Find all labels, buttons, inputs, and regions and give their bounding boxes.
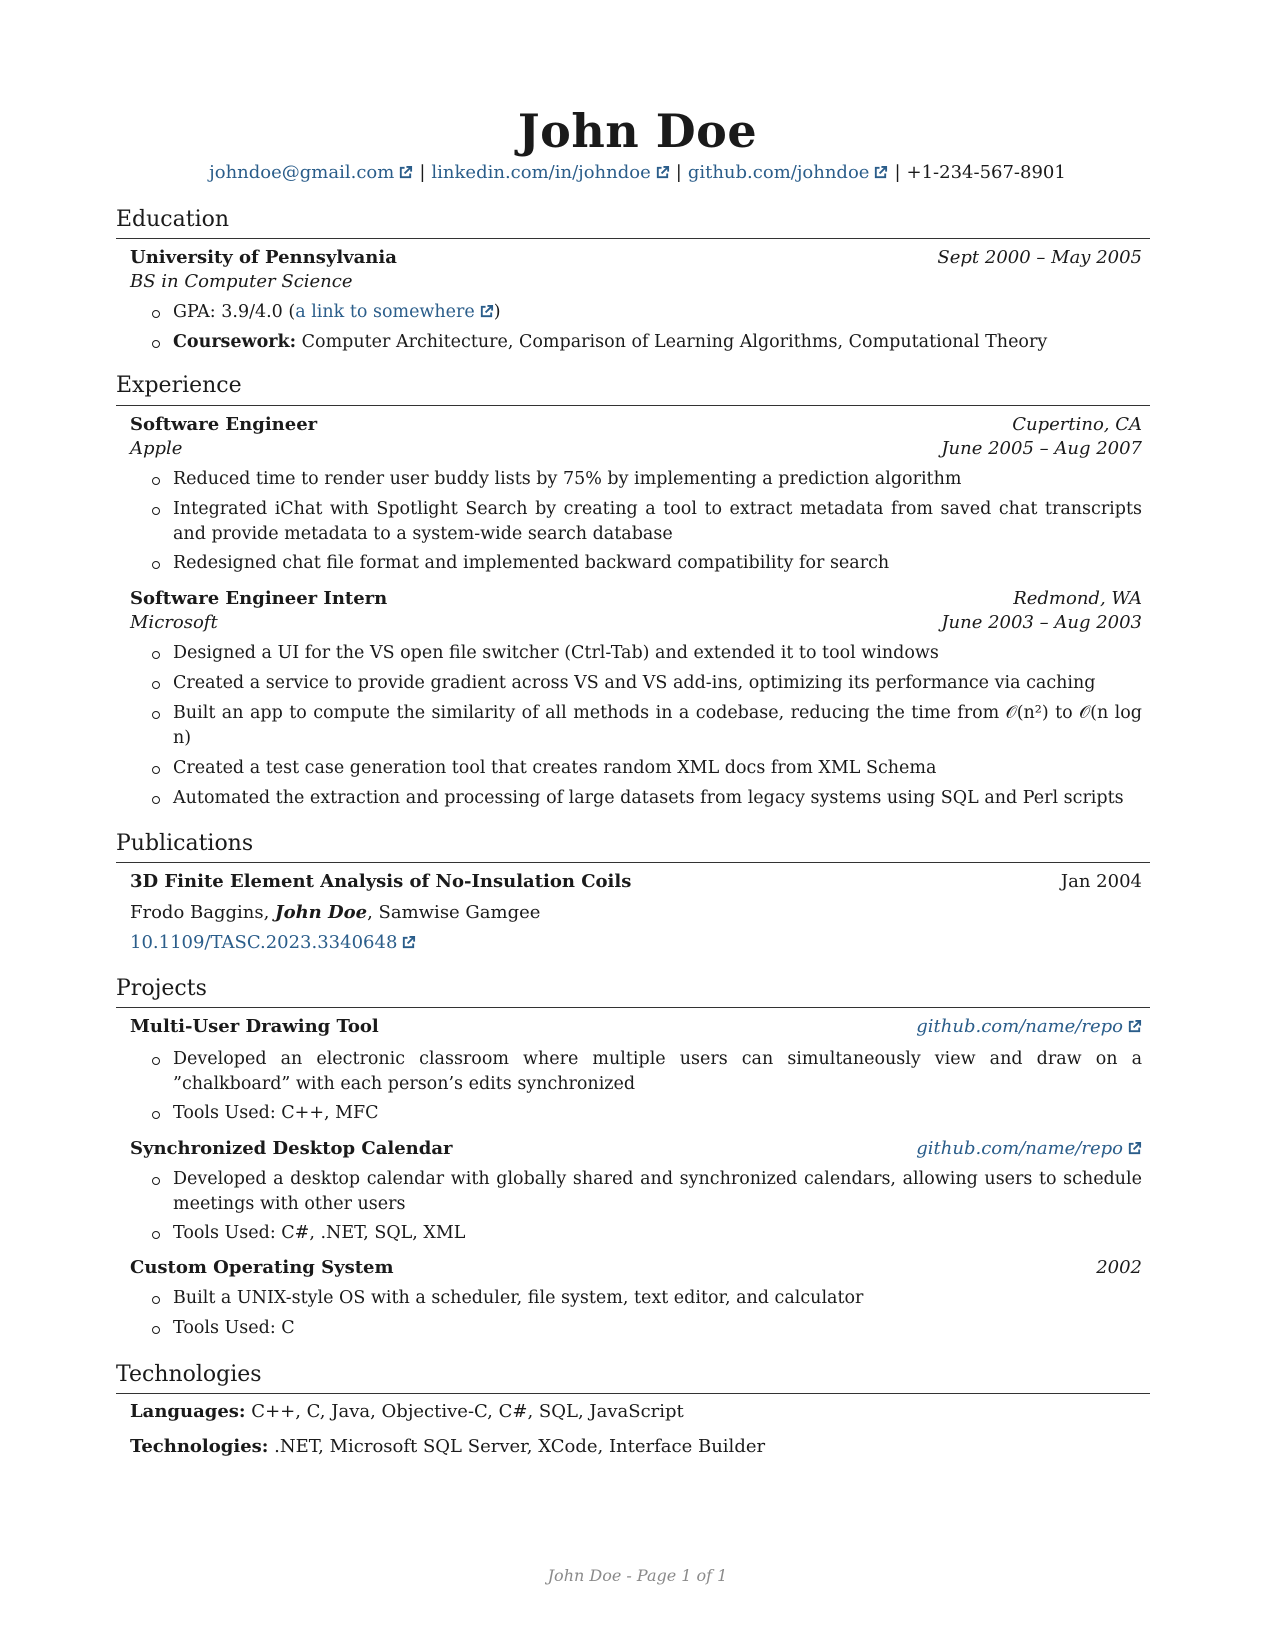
resume-name: John Doe — [517, 104, 758, 158]
job-dates: June 2003 – Aug 2003 — [941, 612, 1142, 633]
list-item-text: Created a service to provide gradient across VS and VS add-ins, optimizing its performance via caching — [173, 673, 1096, 693]
job-location: Cupertino, CA — [1012, 414, 1142, 435]
list-item-text: Automated the extraction and processing of large datasets from legacy systems using SQL and Perl scripts — [173, 788, 1124, 808]
list-item — [152, 756, 1142, 781]
section-title-publications: Publications — [116, 831, 254, 856]
linkedin-text: linkedin.com/in/johndoe — [431, 162, 651, 183]
separator: | — [675, 162, 682, 183]
contact-line — [0, 161, 1275, 185]
email-link[interactable] — [209, 162, 413, 183]
list-item — [152, 1167, 1142, 1217]
gpa-text: GPA: 3.9/4.0 ( — [173, 302, 296, 322]
section-title-projects: Projects — [116, 976, 207, 1001]
list-item — [152, 467, 1142, 492]
job-company: Microsoft — [130, 612, 218, 633]
project-link-text: github.com/name/repo — [916, 1016, 1123, 1037]
gpa-suffix: ) — [493, 302, 501, 322]
author-text: , Samwise Gamgee — [367, 902, 541, 923]
degree: BS in Computer Science — [130, 271, 353, 292]
list-item — [152, 497, 1142, 547]
gpa-link-text: a link to somewhere — [295, 302, 475, 322]
list-item-text: Integrated iChat with Spotlight Search by creating a tool to extract metadata from saved chat transcripts and provide metadata to a system-wide search database — [173, 499, 1142, 544]
list-item — [152, 551, 1142, 576]
project-name: Multi-User Drawing Tool — [130, 1016, 379, 1037]
project-header — [130, 1137, 1142, 1161]
section-title-experience: Experience — [116, 373, 242, 398]
job-header — [130, 413, 1142, 437]
list-item-text: Developed a desktop calendar with globally shared and synchronized calendars, allowing users to schedule meetings with other users — [173, 1169, 1142, 1214]
job-role: Software Engineer — [130, 414, 318, 435]
list-item-text: Built an app to compute the similarity of all methods in a codebase, reducing the time from 𝒪(n²) to 𝒪(n log n) — [173, 703, 1142, 748]
education-dates: Sept 2000 – May 2005 — [937, 247, 1142, 268]
external-link-icon — [479, 304, 494, 319]
external-link-icon — [398, 165, 413, 180]
list-item-text: Tools Used: C++, MFC — [173, 1103, 379, 1123]
doi-link[interactable] — [130, 932, 416, 953]
list-item-text: Tools Used: C — [173, 1318, 295, 1338]
publication-header — [130, 870, 1142, 894]
publication-authors — [130, 901, 1142, 925]
list-item — [152, 1221, 1142, 1246]
list-item-text: Reduced time to render user buddy lists by 75% by implementing a prediction algorithm — [173, 469, 962, 489]
publication-date: Jan 2004 — [1060, 871, 1142, 892]
email-text: johndoe@gmail.com — [209, 162, 395, 183]
project-date: 2002 — [1096, 1257, 1142, 1278]
section-title-education: Education — [116, 207, 230, 232]
list-item — [152, 300, 1142, 325]
list-item — [152, 1316, 1142, 1341]
section-divider — [116, 405, 1150, 406]
list-item-text: Created a test case generation tool that creates random XML docs from XML Schema — [173, 758, 937, 778]
coursework-label: Coursework: — [173, 332, 297, 352]
list-item-text: Developed an electronic classroom where multiple users can simultaneously view and draw on a ”chalkboard” with each person’s edits synchronized — [173, 1049, 1142, 1094]
list-item — [152, 641, 1142, 666]
list-item-text: Tools Used: C#, .NET, SQL, XML — [173, 1223, 466, 1243]
section-divider — [116, 1007, 1150, 1008]
external-link-icon — [1127, 1019, 1142, 1034]
separator: | — [894, 162, 901, 183]
doi-text: 10.1109/TASC.2023.3340648 — [130, 932, 398, 953]
job-role: Software Engineer Intern — [130, 588, 388, 609]
project-name: Synchronized Desktop Calendar — [130, 1138, 453, 1159]
list-item — [152, 1047, 1142, 1097]
project-link-text: github.com/name/repo — [916, 1138, 1123, 1159]
list-item-text: Redesigned chat file format and implemented backward compatibility for search — [173, 553, 890, 573]
list-item — [152, 671, 1142, 696]
job-subheader — [130, 437, 1142, 461]
phone-number: +1-234-567-8901 — [906, 162, 1066, 183]
list-item — [152, 786, 1142, 811]
external-link-icon — [655, 165, 670, 180]
project-header — [130, 1256, 1142, 1280]
separator: | — [419, 162, 426, 183]
coursework-text: Computer Architecture, Comparison of Learning Algorithms, Computational Theory — [301, 332, 1048, 352]
languages-text: C++, C, Java, Objective-C, C#, SQL, JavaScript — [251, 1401, 684, 1422]
list-item-text: Designed a UI for the VS open file switcher (Ctrl-Tab) and extended it to tool windows — [173, 643, 939, 663]
project-link[interactable] — [916, 1137, 1142, 1161]
job-dates: June 2005 – Aug 2007 — [941, 438, 1142, 459]
technologies-row — [130, 1435, 1142, 1459]
github-link[interactable] — [688, 162, 889, 183]
section-divider — [116, 1393, 1150, 1394]
author-self: John Doe — [275, 902, 368, 923]
page-footer: John Doe - Page 1 of 1 — [547, 1566, 728, 1585]
external-link-icon — [873, 165, 888, 180]
external-link-icon — [1127, 1141, 1142, 1156]
author-text: Frodo Baggins, — [130, 902, 276, 923]
list-item — [152, 330, 1142, 355]
external-link-icon — [401, 935, 416, 950]
languages-label: Languages: — [130, 1401, 246, 1422]
list-item-text: Built a UNIX-style OS with a scheduler, file system, text editor, and calculator — [173, 1288, 864, 1308]
section-divider — [116, 238, 1150, 239]
linkedin-link[interactable] — [431, 162, 669, 183]
job-subheader — [130, 611, 1142, 635]
education-entry-header — [130, 246, 1142, 270]
project-link[interactable] — [916, 1015, 1142, 1039]
gpa-link[interactable] — [295, 302, 494, 322]
github-text: github.com/johndoe — [687, 162, 870, 183]
list-item — [152, 1286, 1142, 1311]
job-company: Apple — [130, 438, 183, 459]
job-header — [130, 587, 1142, 611]
project-name: Custom Operating System — [130, 1257, 394, 1278]
publication-title: 3D Finite Element Analysis of No-Insulation Coils — [130, 871, 632, 892]
project-header — [130, 1015, 1142, 1039]
publication-doi-row — [130, 931, 1142, 955]
section-title-technologies: Technologies — [116, 1362, 262, 1387]
list-item — [152, 1101, 1142, 1126]
school-name: University of Pennsylvania — [130, 247, 397, 268]
section-divider — [116, 862, 1150, 863]
job-location: Redmond, WA — [1013, 588, 1142, 609]
technologies-label: Technologies: — [130, 1436, 269, 1457]
languages-row — [130, 1400, 1142, 1424]
list-item — [152, 701, 1142, 751]
technologies-text: .NET, Microsoft SQL Server, XCode, Interface Builder — [274, 1436, 766, 1457]
